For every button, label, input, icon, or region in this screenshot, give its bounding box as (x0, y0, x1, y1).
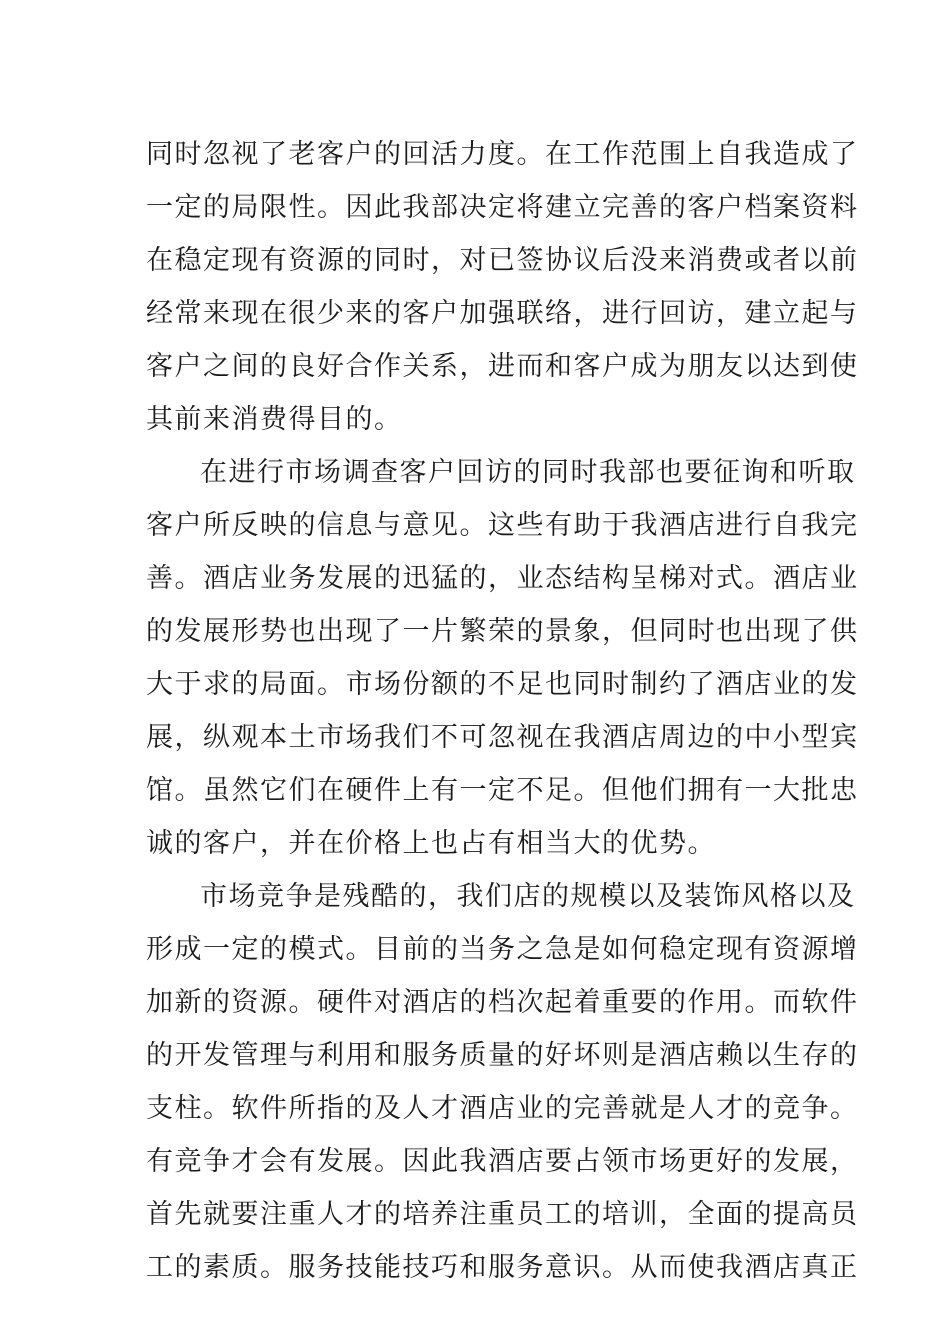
text-line: 同时忽视了老客户的回活力度。在工作范围上自我造成了 (146, 139, 859, 170)
text-line: 有竞争才会有发展。因此我酒店要占领市场更好的发展， (146, 1146, 859, 1177)
text-line: 经常来现在很少来的客户加强联络，进行回访，建立起与 (146, 298, 859, 329)
text-line: 形成一定的模式。目前的当务之急是如何稳定现有资源增 (146, 934, 859, 965)
paragraph-3 (146, 870, 859, 1294)
text-line: 馆。虽然它们在硬件上有一定不足。但他们拥有一大批忠 (146, 775, 859, 806)
text-line: 客户之间的良好合作关系，进而和客户成为朋友以达到使 (146, 351, 859, 382)
text-line: 的开发管理与利用和服务质量的好坏则是酒店赖以生存的 (146, 1040, 859, 1071)
paragraph-1 (146, 128, 859, 446)
document-body (146, 128, 859, 1294)
text-line: 首先就要注重人才的培养注重员工的培训，全面的提高员 (146, 1199, 859, 1230)
text-line: 善。酒店业务发展的迅猛的，业态结构呈梯对式。酒店业 (146, 563, 859, 594)
text-line: 展，纵观本土市场我们不可忽视在我酒店周边的中小型宾 (146, 722, 859, 753)
text-line: 其前来消费得目的。 (146, 404, 403, 435)
text-line: 加新的资源。硬件对酒店的档次起着重要的作用。而软件 (146, 987, 859, 1018)
paragraph-2 (146, 446, 859, 870)
text-line: 大于求的局面。市场份额的不足也同时制约了酒店业的发 (146, 669, 859, 700)
text-line: 在稳定现有资源的同时，对已签协议后没来消费或者以前 (146, 245, 859, 276)
text-line: 客户所反映的信息与意见。这些有助于我酒店进行自我完 (146, 510, 859, 541)
text-line: 工的素质。服务技能技巧和服务意识。从而使我酒店真正 (146, 1252, 859, 1283)
text-line: 支柱。软件所指的及人才酒店业的完善就是人才的竞争。 (146, 1093, 859, 1124)
text-line: 一定的局限性。因此我部决定将建立完善的客户档案资料 (146, 192, 859, 223)
text-line: 在进行市场调查客户回访的同时我部也要征询和听取 (200, 457, 856, 488)
text-line: 诚的客户，并在价格上也占有相当大的优势。 (146, 828, 716, 859)
text-line: 的发展形势也出现了一片繁荣的景象，但同时也出现了供 (146, 616, 859, 647)
text-line: 市场竞争是残酷的，我们店的规模以及装饰风格以及 (200, 881, 856, 912)
